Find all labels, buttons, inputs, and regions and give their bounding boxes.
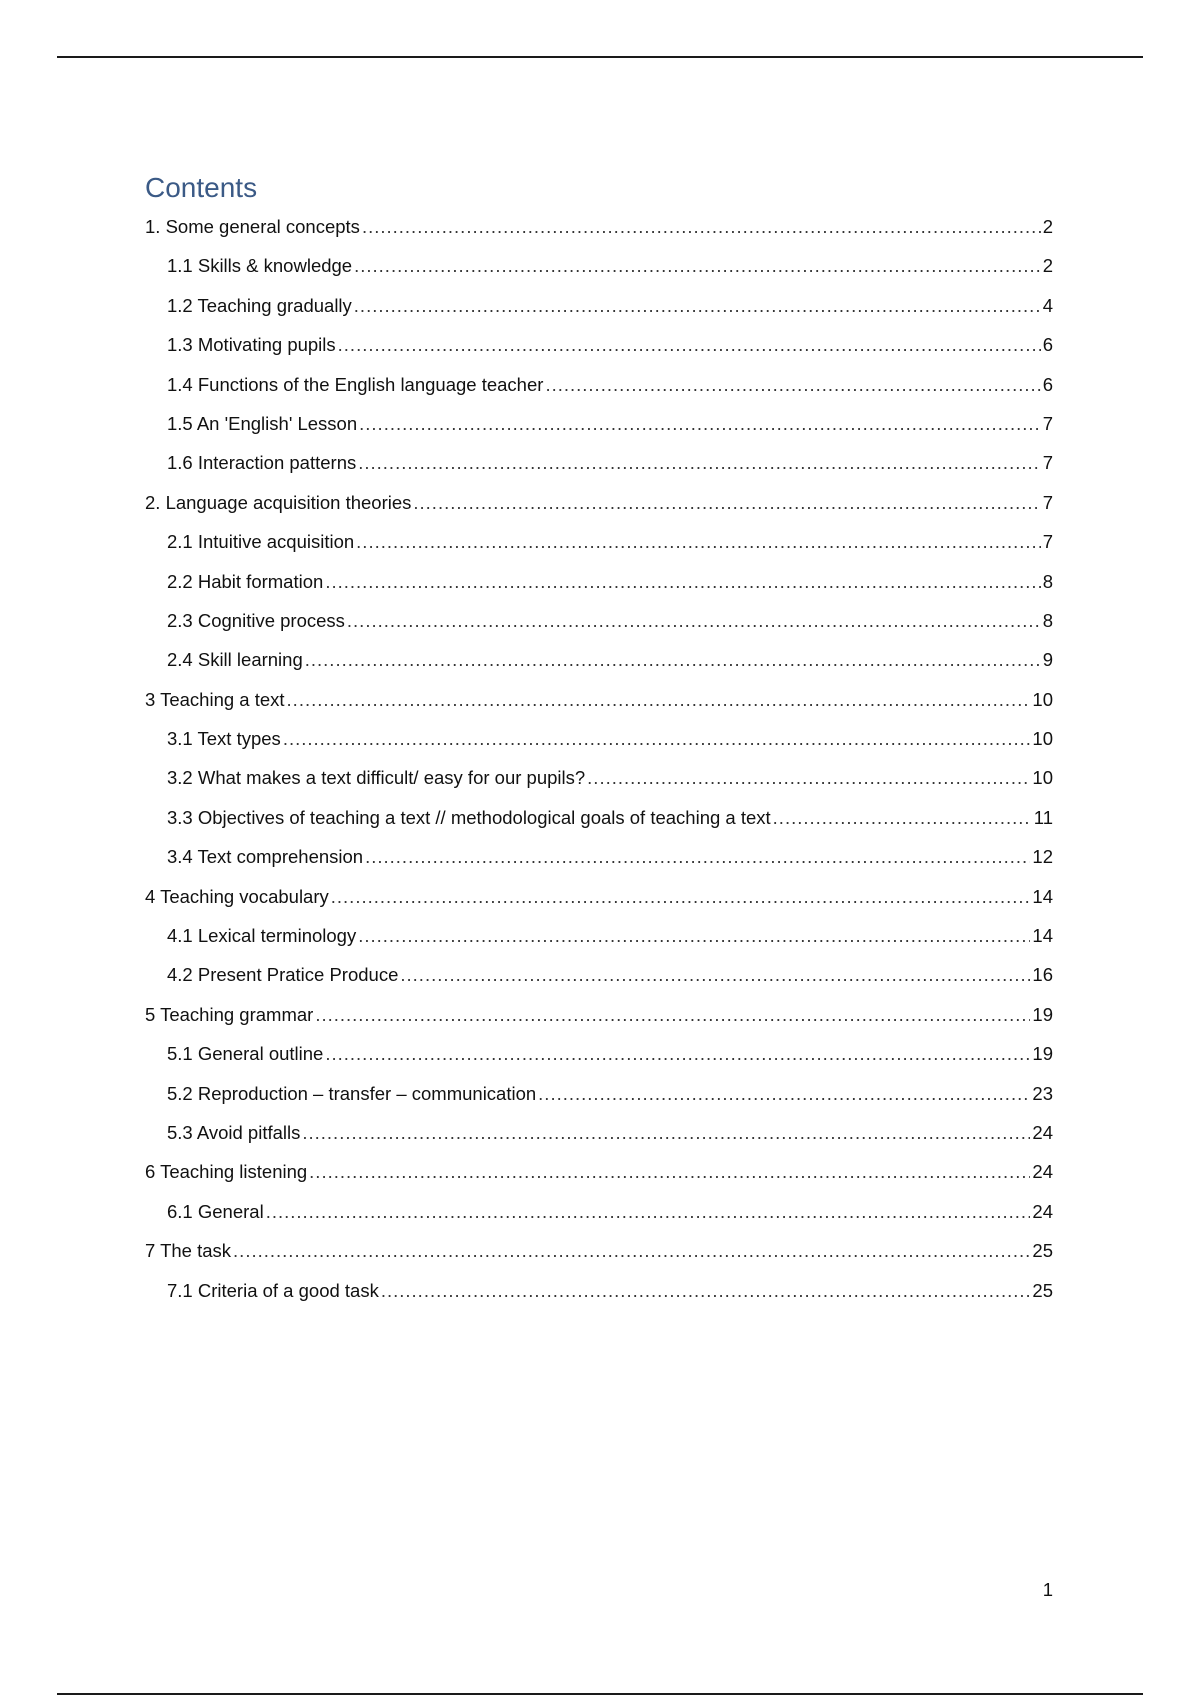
toc-entry-page: 25 [1032,1240,1053,1262]
dot-leader [266,1192,1031,1231]
toc-entry[interactable] [145,601,1053,640]
toc-entry-label: 1.3 Motivating pupils [167,334,336,356]
dot-leader [302,1113,1030,1152]
toc-entry[interactable] [145,680,1053,719]
toc-entry[interactable] [145,207,1053,246]
toc-entry-label: 3.2 What makes a text difficult/ easy for our pupils? [167,767,586,789]
toc-entry-label: 1.4 Functions of the English language teacher [167,373,544,395]
toc-entry[interactable] [145,443,1053,482]
toc-entry[interactable] [145,916,1053,955]
toc-entry[interactable] [145,325,1053,364]
toc-entry[interactable] [145,758,1053,797]
toc-entry-label: 3.3 Objectives of teaching a text // methodological goals of teaching a text [167,806,771,828]
toc-entry-page: 24 [1032,1161,1053,1183]
toc-entry[interactable] [145,365,1053,404]
toc-entry-page: 25 [1032,1279,1053,1301]
toc-entry-page: 6 [1042,373,1053,395]
toc-entry-page: 11 [1033,806,1053,828]
dot-leader [358,916,1030,955]
toc-entry-page: 24 [1032,1121,1053,1143]
toc-entry[interactable] [145,1231,1053,1270]
toc-entry-page: 23 [1032,1082,1053,1104]
toc-entry[interactable] [145,246,1053,285]
dot-leader [347,601,1041,640]
toc-entry-label: 4.2 Present Pratice Produce [167,964,399,986]
dot-leader [283,719,1031,758]
toc-entry-page: 7 [1042,452,1053,474]
toc-entry-label: 4 Teaching vocabulary [145,885,329,907]
toc-entry-page: 14 [1032,885,1053,907]
toc-entry-page: 4 [1042,294,1053,316]
toc-entry[interactable] [145,1034,1053,1073]
toc-entry[interactable] [145,1192,1053,1231]
dot-leader [325,562,1040,601]
dot-leader [354,246,1041,285]
toc-entry[interactable] [145,483,1053,522]
toc-entry-page: 10 [1032,688,1053,710]
toc-title: Contents [145,172,258,203]
toc-entry-label: 3.1 Text types [167,728,281,750]
toc-entry-label: 7 The task [145,1240,232,1262]
toc-entry[interactable] [145,286,1053,325]
toc-entry-page: 7 [1042,491,1053,513]
toc-entry-label: 5.1 General outline [167,1043,324,1065]
toc-entry-page: 10 [1032,767,1053,789]
toc-entry-label: 1.6 Interaction patterns [167,452,357,474]
dot-leader [400,955,1030,994]
toc-entry[interactable] [145,562,1053,601]
dot-leader [773,798,1032,837]
dot-leader [287,680,1031,719]
top-rule [57,56,1143,58]
toc-entry-page: 2 [1042,216,1053,237]
toc-entry[interactable] [145,798,1053,837]
toc-entry-page: 12 [1032,846,1053,868]
toc-entry-label: 2.1 Intuitive acquisition [167,531,355,553]
toc-entry-label: 2. Language acquisition theories [145,491,412,513]
toc-entry-page: 24 [1032,1200,1053,1222]
toc-list [145,207,1053,1310]
dot-leader [413,483,1040,522]
toc-entry-label: 1.5 An 'English' Lesson [167,412,358,434]
toc-entry-page: 10 [1032,728,1053,750]
toc-entry-page: 7 [1042,412,1053,434]
dot-leader [354,286,1041,325]
toc-entry-label: 7.1 Criteria of a good task [167,1279,379,1301]
dot-leader [356,522,1041,561]
toc-entry[interactable] [145,955,1053,994]
toc-entry-page: 6 [1042,334,1053,356]
toc-entry-label: 6 Teaching listening [145,1161,308,1183]
dot-leader [381,1271,1031,1310]
toc-entry[interactable] [145,995,1053,1034]
toc-entry[interactable] [145,1074,1053,1113]
toc-entry-label: 1.1 Skills & knowledge [167,255,353,277]
toc-entry-label: 2.4 Skill learning [167,649,303,671]
dot-leader [305,640,1041,679]
toc-entry[interactable] [145,404,1053,443]
toc-entry[interactable] [145,1152,1053,1191]
toc-entry-label: 4.1 Lexical terminology [167,925,357,947]
dot-leader [362,207,1041,246]
dot-leader [587,758,1030,797]
dot-leader [545,365,1040,404]
dot-leader [359,404,1041,443]
toc-entry[interactable] [145,1113,1053,1152]
dot-leader [325,1034,1030,1073]
toc-entry-label: 3 Teaching a text [145,688,285,710]
toc-entry-page: 19 [1032,1003,1053,1025]
dot-leader [233,1231,1030,1270]
toc-entry-label: 5.3 Avoid pitfalls [167,1121,301,1143]
toc-entry-label: 1.2 Teaching gradually [167,294,352,316]
toc-entry-label: 2.3 Cognitive process [167,609,345,631]
toc-entry-label: 5.2 Reproduction – transfer – communication [167,1082,537,1104]
toc-entry[interactable] [145,877,1053,916]
bottom-rule [57,1693,1143,1695]
dot-leader [331,877,1031,916]
toc-entry-page: 7 [1042,531,1053,553]
toc-entry[interactable] [145,719,1053,758]
toc-entry[interactable] [145,640,1053,679]
toc-entry-page: 8 [1042,609,1053,631]
toc-entry-label: 3.4 Text comprehension [167,846,364,868]
dot-leader [338,325,1041,364]
toc-entry-label: 1. Some general concepts [145,216,360,237]
dot-leader [365,837,1030,876]
toc-entry[interactable] [145,1271,1053,1310]
toc-entry-page: 14 [1032,925,1053,947]
toc-entry-label: 5 Teaching grammar [145,1003,314,1025]
toc-entry-page: 16 [1032,964,1053,986]
toc-entry-page: 19 [1032,1043,1053,1065]
toc-entry-label: 2.2 Habit formation [167,570,324,592]
dot-leader [358,443,1040,482]
dot-leader [538,1074,1030,1113]
toc-entry-label: 6.1 General [167,1200,264,1222]
toc-entry[interactable] [145,522,1053,561]
toc-entry[interactable] [145,837,1053,876]
page-number: 1 [1042,1579,1053,1600]
toc-entry-page: 8 [1042,570,1053,592]
dot-leader [315,995,1030,1034]
dot-leader [309,1152,1030,1191]
toc-entry-page: 2 [1042,255,1053,277]
toc-entry-page: 9 [1042,649,1053,671]
